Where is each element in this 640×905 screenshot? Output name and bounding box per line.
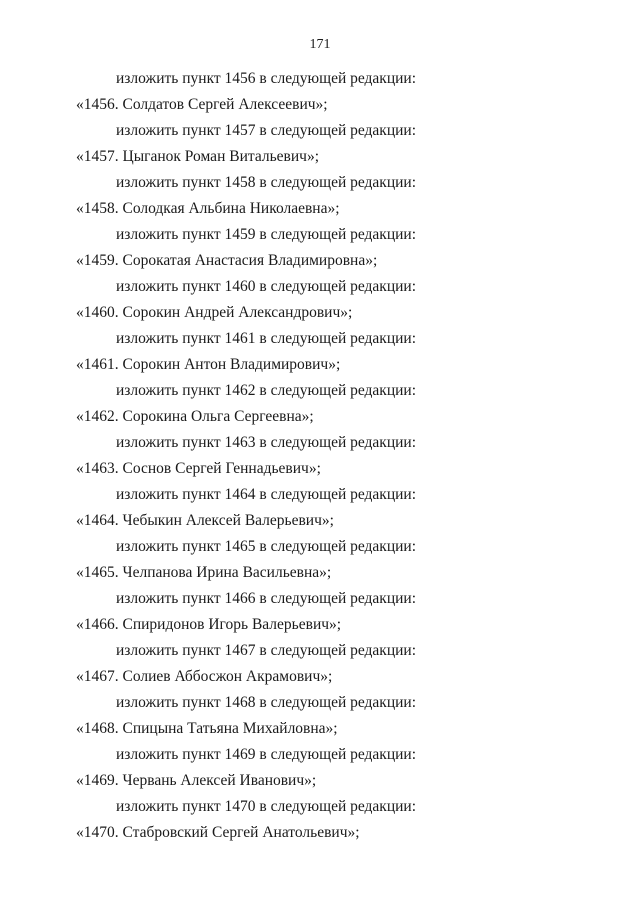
page-number: 171: [309, 37, 331, 52]
amendment-instruction: изложить пункт 1465 в следующей редакции:: [116, 538, 417, 555]
amended-item: «1459. Сорокатая Анастасия Владимировна»;: [76, 252, 378, 269]
amended-item: «1458. Солодкая Альбина Николаевна»;: [76, 200, 340, 217]
amendment-instruction: изложить пункт 1458 в следующей редакции:: [116, 174, 417, 191]
entries-list: [0, 66, 640, 846]
amended-item: «1467. Солиев Аббосжон Акрамович»;: [76, 668, 333, 685]
amendment-instruction: изложить пункт 1463 в следующей редакции:: [116, 434, 417, 451]
amendment-instruction: изложить пункт 1462 в следующей редакции:: [116, 382, 417, 399]
amended-item: «1462. Сорокина Ольга Сергеевна»;: [76, 408, 314, 425]
amendment-instruction: изложить пункт 1464 в следующей редакции:: [116, 486, 417, 503]
amendment-instruction: изложить пункт 1468 в следующей редакции:: [116, 694, 417, 711]
amendment-instruction: изложить пункт 1461 в следующей редакции:: [116, 330, 417, 347]
amended-item: «1461. Сорокин Антон Владимирович»;: [76, 356, 341, 373]
amendment-instruction: изложить пункт 1470 в следующей редакции:: [116, 798, 417, 815]
amended-item: «1470. Стабровский Сергей Анатольевич»;: [76, 824, 360, 841]
amendment-instruction: изложить пункт 1456 в следующей редакции:: [116, 70, 417, 87]
amendment-instruction: изложить пункт 1460 в следующей редакции:: [116, 278, 417, 295]
amended-item: «1465. Челпанова Ирина Васильевна»;: [76, 564, 332, 581]
amendment-instruction: изложить пункт 1459 в следующей редакции:: [116, 226, 417, 243]
amendment-instruction: изложить пункт 1467 в следующей редакции:: [116, 642, 417, 659]
amendment-instruction: изложить пункт 1466 в следующей редакции:: [116, 590, 417, 607]
amended-item: «1464. Чебыкин Алексей Валерьевич»;: [76, 512, 334, 529]
amended-item: «1460. Сорокин Андрей Александрович»;: [76, 304, 353, 321]
amendment-instruction: изложить пункт 1457 в следующей редакции:: [116, 122, 417, 139]
amended-item: «1456. Солдатов Сергей Алексеевич»;: [76, 96, 328, 113]
amended-item: «1469. Червань Алексей Иванович»;: [76, 772, 317, 789]
amended-item: «1466. Спиридонов Игорь Валерьевич»;: [76, 616, 342, 633]
amended-item: «1457. Цыганок Роман Витальевич»;: [76, 148, 319, 165]
amended-item: «1463. Соснов Сергей Геннадьевич»;: [76, 460, 321, 477]
amended-item: «1468. Спицына Татьяна Михайловна»;: [76, 720, 338, 737]
amendment-instruction: изложить пункт 1469 в следующей редакции:: [116, 746, 417, 763]
